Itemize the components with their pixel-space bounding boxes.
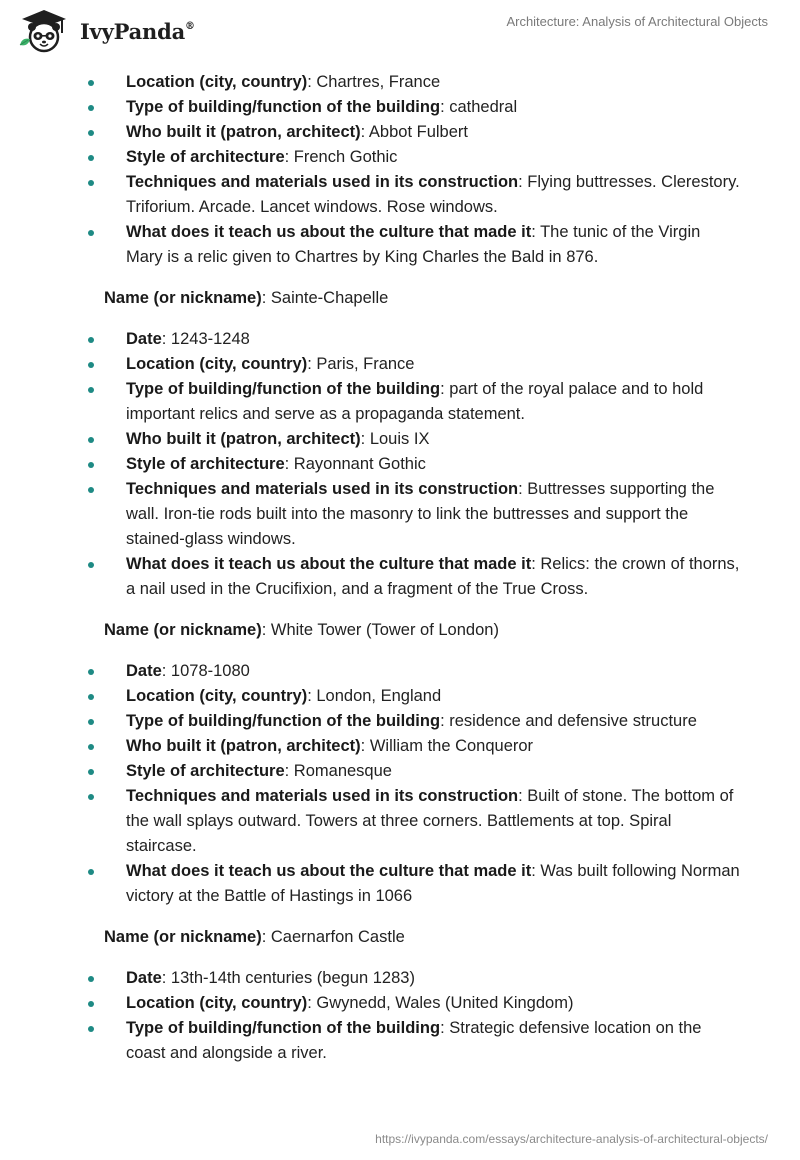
list-item: Location (city, country): Gwynedd, Wales (United Kingdom) — [0, 991, 800, 1016]
bullet-icon — [88, 719, 94, 725]
bullet-icon — [88, 387, 94, 393]
list-item: Techniques and materials used in its construction: Built of stone. The bottom of the wall splays outward. Towers at three corners. Battlements at top. Spiral staircase. — [0, 784, 800, 859]
list-item: Style of architecture: French Gothic — [0, 145, 800, 170]
bullet-icon — [88, 180, 94, 186]
building-name: Name (or nickname): White Tower (Tower of London) — [104, 621, 499, 639]
list-item: Techniques and materials used in its construction: Buttresses supporting the wall. Iron-tie rods built into the masonry to link the buttresses and support the stained-glass windows. — [0, 477, 800, 552]
bullet-icon — [88, 869, 94, 875]
list-item: Date: 1243-1248 — [0, 327, 800, 352]
document-body — [0, 70, 800, 1066]
list-item: Location (city, country): Chartres, France — [0, 70, 800, 95]
list-item: Who built it (patron, architect): Louis IX — [0, 427, 800, 452]
bullet-icon — [88, 744, 94, 750]
bullet-icon — [88, 562, 94, 568]
bullet-icon — [88, 794, 94, 800]
list-item: Style of architecture: Romanesque — [0, 759, 800, 784]
bullet-icon — [88, 669, 94, 675]
list-item: Location (city, country): London, England — [0, 684, 800, 709]
list-item: What does it teach us about the culture that made it: Was built following Norman victory at the Battle of Hastings in 1066 — [0, 859, 800, 909]
list-item: What does it teach us about the culture that made it: The tunic of the Virgin Mary is a relic given to Chartres by King Charles the Bald in 876. — [0, 220, 800, 270]
bullet-icon — [88, 155, 94, 161]
page-header — [0, 0, 800, 64]
bullet-icon — [88, 437, 94, 443]
building-name: Name (or nickname): Caernarfon Castle — [104, 928, 405, 946]
bullet-icon — [88, 769, 94, 775]
brand-logo[interactable] — [16, 7, 195, 55]
bullet-icon — [88, 80, 94, 86]
list-item: Location (city, country): Paris, France — [0, 352, 800, 377]
list-item: Who built it (patron, architect): William the Conqueror — [0, 734, 800, 759]
list-item: Type of building/function of the building: Strategic defensive location on the coast and alongside a river. — [0, 1016, 800, 1066]
bullet-icon — [88, 487, 94, 493]
bullet-icon — [88, 130, 94, 136]
bullet-list — [0, 70, 800, 270]
bullet-icon — [88, 694, 94, 700]
bullet-icon — [88, 976, 94, 982]
bullet-icon — [88, 1026, 94, 1032]
list-item: Type of building/function of the building: residence and defensive structure — [0, 709, 800, 734]
brand-name: IvyPanda® — [80, 18, 195, 44]
document-title: Architecture: Analysis of Architectural Objects — [506, 14, 768, 29]
building-name: Name (or nickname): Sainte-Chapelle — [104, 289, 389, 307]
bullet-icon — [88, 337, 94, 343]
bullet-icon — [88, 105, 94, 111]
list-item: Style of architecture: Rayonnant Gothic — [0, 452, 800, 477]
bullet-icon — [88, 230, 94, 236]
list-item: Type of building/function of the building: part of the royal palace and to hold important relics and serve as a propaganda statement. — [0, 377, 800, 427]
bullet-icon — [88, 362, 94, 368]
list-item: Type of building/function of the building: cathedral — [0, 95, 800, 120]
bullet-icon — [88, 1001, 94, 1007]
list-item: Date: 13th-14th centuries (begun 1283) — [0, 966, 800, 991]
source-url-link[interactable]: https://ivypanda.com/essays/architecture-analysis-of-architectural-objects/ — [375, 1132, 768, 1146]
panda-logo-icon — [16, 7, 72, 55]
bullet-list — [0, 966, 800, 1066]
list-item: Who built it (patron, architect): Abbot Fulbert — [0, 120, 800, 145]
bullet-icon — [88, 462, 94, 468]
list-item: What does it teach us about the culture that made it: Relics: the crown of thorns, a nail used in the Crucifixion, and a fragment of the True Cross. — [0, 552, 800, 602]
bullet-list — [0, 659, 800, 909]
list-item: Techniques and materials used in its construction: Flying buttresses. Clerestory. Triforium. Arcade. Lancet windows. Rose windows. — [0, 170, 800, 220]
bullet-list — [0, 327, 800, 602]
list-item: Date: 1078-1080 — [0, 659, 800, 684]
